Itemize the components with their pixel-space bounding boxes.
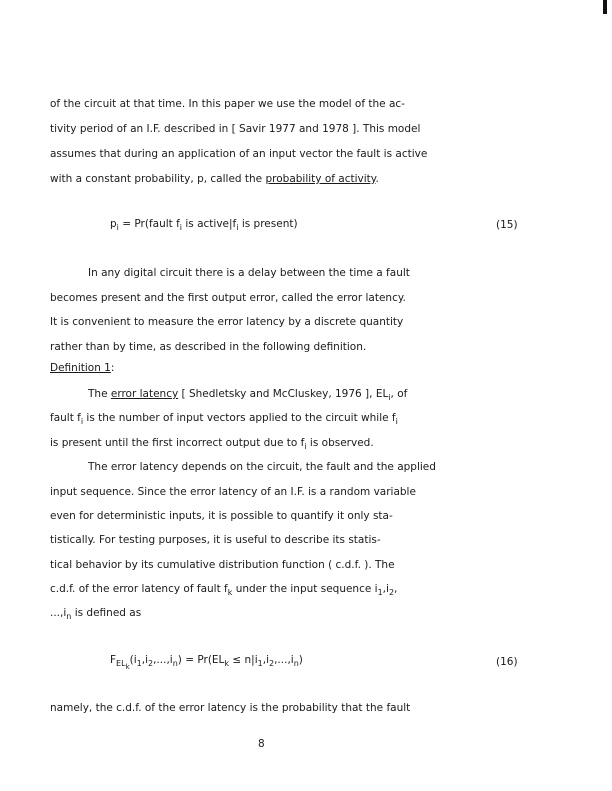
equation-15: $p_i$ = Pr(fault $f_i$ is $active|f_i$ is present) xyxy=(110,218,298,232)
definition-heading: Definition 1: xyxy=(50,362,115,374)
para3-line6: c.d.f. of the error latency of fault $f_k$ under the input sequence $i_1,i_2$, xyxy=(50,583,398,597)
para2-line4: rather than by time, as described in the following definition. xyxy=(50,341,367,353)
equation-15-number: (15) xyxy=(496,219,518,231)
para3-line7: $...,i_n$ is defined as xyxy=(50,607,142,621)
page-corner-mark xyxy=(603,0,607,14)
para3-line3: even for deterministic inputs, it is possible to quantify it only sta- xyxy=(50,510,393,522)
para2-line2: becomes present and the first output error, called the error latency. xyxy=(50,292,406,304)
para3-line5: tical behavior by its cumulative distribution function ( c.d.f. ). The xyxy=(50,559,395,571)
para2-line1: In any digital circuit there is a delay between the time a fault xyxy=(88,267,410,279)
para4-line1: namely, the c.d.f. of the error latency is the probability that the fault xyxy=(50,702,411,714)
para3-line2: input sequence. Since the error latency of an I.F. is a random variable xyxy=(50,486,416,498)
para1-line4: with a constant probability, p, called the probability of activity. xyxy=(50,173,379,185)
equation-16: $F_{EL_k}(i_1,i_2,...,i_n) = Pr(EL_k \le n|i_1,i_2,...,i_n)$ xyxy=(110,654,303,671)
definition-line3: is present until the first incorrect output due to $f_i$ is observed. xyxy=(50,437,374,451)
para3-line4: tistically. For testing purposes, it is useful to describe its statis- xyxy=(50,534,381,546)
term-probability-of-activity: probability of activity xyxy=(265,173,376,185)
para2-line3: It is convenient to measure the error latency by a discrete quantity xyxy=(50,316,404,328)
para3-line1: The error latency depends on the circuit, the fault and the applied xyxy=(88,461,436,473)
para1-line3: assumes that during an application of an input vector the fault is active xyxy=(50,148,428,160)
equation-16-number: (16) xyxy=(496,656,518,668)
para1-line1: of the circuit at that time. In this paper we use the model of the ac- xyxy=(50,98,405,110)
definition-line1: The error latency [ Shedletsky and McCluskey, 1976 ], $EL_i$, of xyxy=(88,388,408,402)
definition-line2: fault $f_i$ is the number of input vectors applied to the circuit while $f_i$ xyxy=(50,412,398,426)
para1-line2: tivity period of an I.F. described in [ Savir 1977 and 1978 ]. This model xyxy=(50,123,421,135)
page-number: 8 xyxy=(258,738,265,750)
term-error-latency: error latency xyxy=(110,388,179,400)
